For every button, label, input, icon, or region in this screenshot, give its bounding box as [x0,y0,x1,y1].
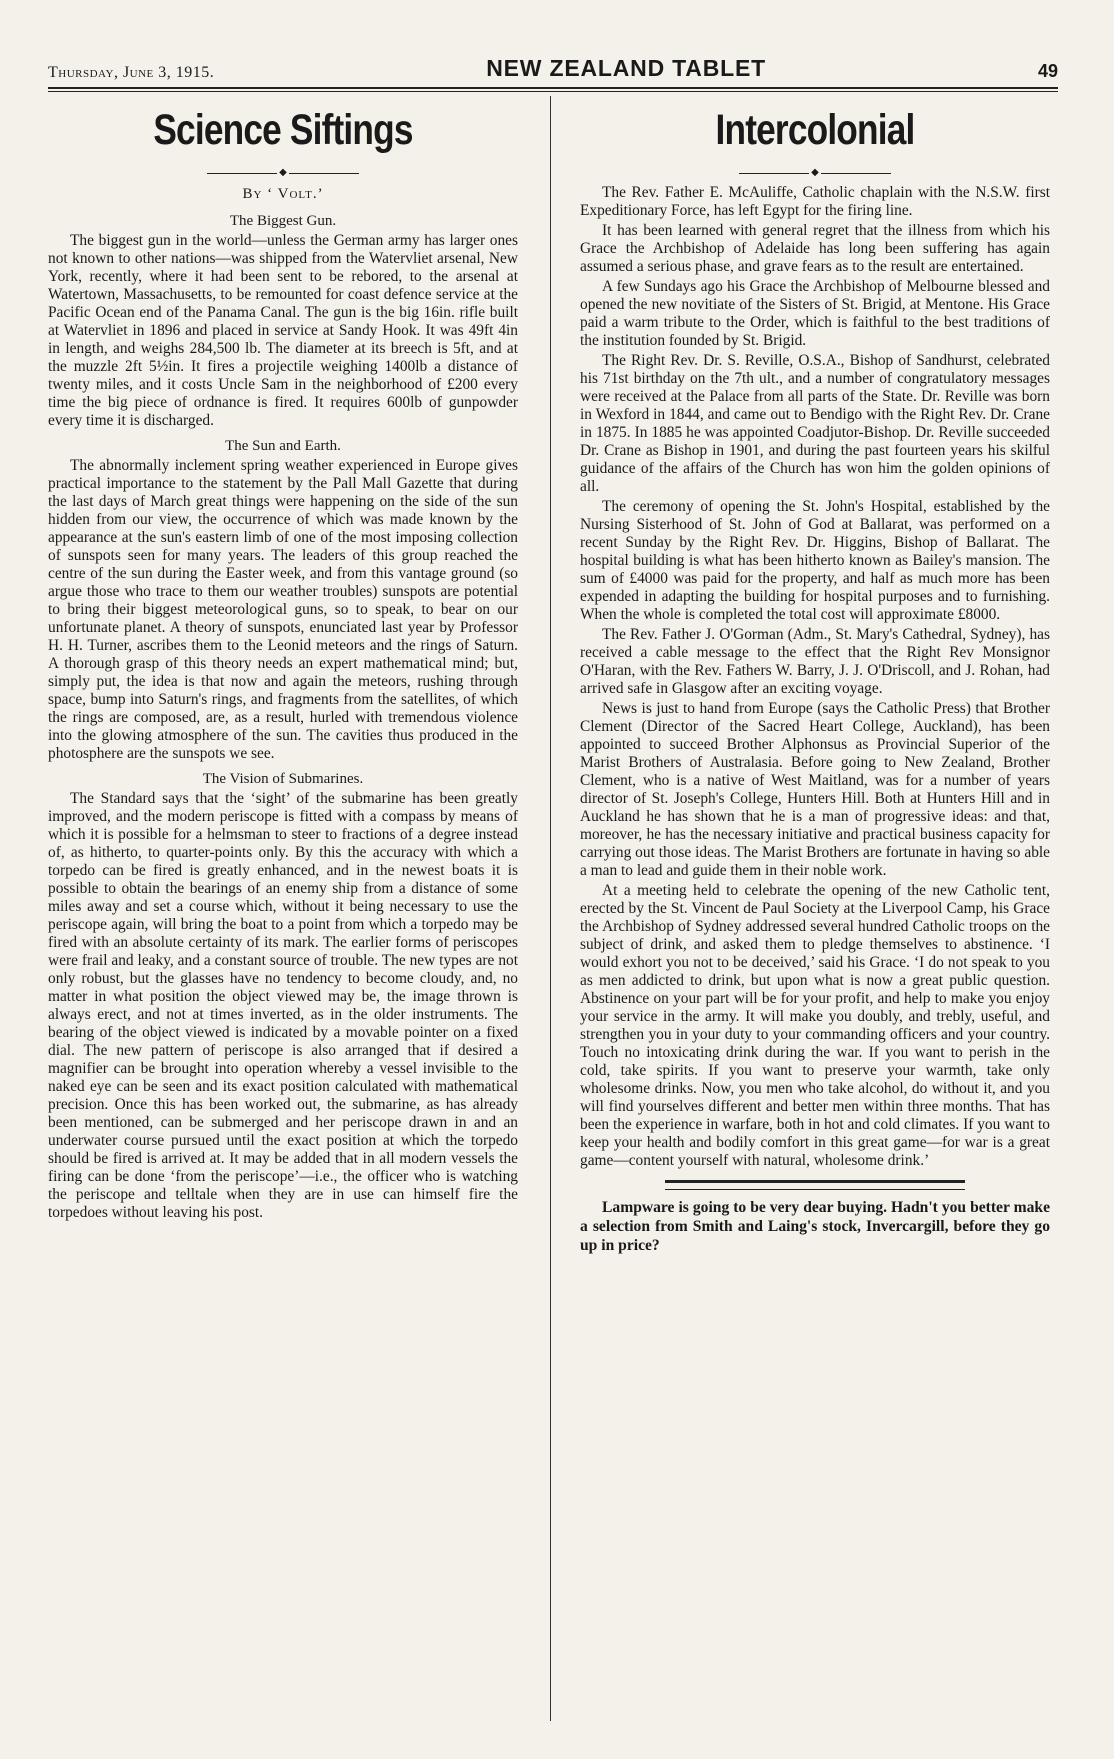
news-item: It has been learned with general regret that the illness from which his Grace the Archbishop of Adelaide has long been suffering has again assumed a serious phase, and grave fears as to the result are entertained. [580,222,1050,275]
article-paragraph: The abnormally inclement spring weather experienced in Europe gives practical importance to the statement by the Pall Mall Gazette that during the last days of March great things were happening on the side of the sun hidden from our view, the occurrence of which was made known by the appearance at the sun's eastern limb of one of the most imposing collection of sunspots seen for many years. The leaders of this group reached the centre of the sun during the Easter week, and from this vantage ground (so argue those who trace to them our weather troubles) sunspots are potential to bring their biggest meteorological guns, so to speak, to bear on our unfortunate planet. A theory of sunspots, enunciated last year by Professor H. H. Turner, ascribes them to the Leonid meteors and the rings of Saturn. A thorough grasp of this theory needs an expert mathematical mind; but, simply put, the idea is that now and again the meteors, rushing through space, bump into Saturn's rings, and fragments from the satellites, of which the rings are composed, are, as a result, hurled with tremendous violence into the glowing atmosphere of the sun. The cavities thus produced in the photosphere are the sunspots we see. [48,457,518,762]
news-item: The Right Rev. Dr. S. Reville, O.S.A., Bishop of Sandhurst, celebrated his 71st birthday on the 7th ult., and a number of congratulatory messages were received at the Palace from all parts of the State. Dr. Reville was born in Wexford in 1844, and came out to Bendigo with the Right Rev. Dr. Crane in 1875. In 1885 he was appointed Coadjutor-Bishop. Dr. Reville succeeded Dr. Crane as Bishop in 1901, and during the past fourteen years his skilful guidance of the affairs of the Church has won him the golden opinions of all. [580,352,1050,495]
news-item: The ceremony of opening the St. John's Hospital, established by the Nursing Sisterhood of St. John of God at Ballarat, was performed on a recent Sunday by the Right Rev. Dr. Higgins, Bishop of Ballarat. The hospital building is what has been hitherto known as Bailey's mansion. The sum of £4000 was paid for the property, and half as much more has been expended in adapting the building for hospital purposes and to furnishing. When the whole is completed the total cost will approximate £8000. [580,498,1050,623]
advert-rule [665,1180,965,1183]
subhead-sun-and-earth: The Sun and Earth. [225,438,341,454]
masthead-rule-thin [48,91,1058,92]
advert-rule-thin [665,1189,965,1190]
news-item: The Rev. Father E. McAuliffe, Catholic chaplain with the N.S.W. first Expeditionary Force, has left Egypt for the firing line. [580,184,1050,219]
byline: By ‘ Volt.’ [242,186,324,202]
news-item: A few Sundays ago his Grace the Archbishop of Melbourne blessed and opened the new novitiate of the Sisters of St. Brigid, at Mentone. His Grace paid a warm tribute to the Order, which is faithful to the best traditions of the institution founded by St. Brigid. [580,278,1050,349]
title-ornament: ◆ [580,166,1050,180]
intercolonial-column [580,98,1050,1255]
section-title-science-siftings: Science Siftings [153,106,413,154]
newspaper-title: NEW ZEALAND TABLET [486,55,766,81]
article-paragraph: The biggest gun in the world—unless the German army has larger ones not known to other nations—was shipped from the Watervliet arsenal, New York, recently, where it had been sent to be rebored, to the arsenal at Watertown, Massachusetts, to be remounted for coast defence service at the Pacific Ocean end of the Panama Canal. The gun is the big 16in. rifle built at Watervliet in 1896 and placed in service at Sandy Hook. It was 49ft 4in in length, and weighs 284,500 lb. The diameter at its breech is 5ft, and at the muzzle 2ft 5½in. It fires a projectile weighing 1400lb a distance of twenty miles, and it costs Uncle Sam in the neighborhood of £200 every time the big piece of ordnance is fired. It requires 600lb of gunpowder every time it is discharged. [48,232,518,429]
science-siftings-column [48,98,518,1222]
article-paragraph: The Standard says that the ‘sight’ of the submarine has been greatly improved, and the modern periscope is fitted with a compass by means of which it is possible for a helmsman to steer to fractions of a degree instead of, as hitherto, to quarter-points only. By this the accuracy with which a torpedo can be fired is greatly enhanced, and in the newest boats it is possible to obtain the bearings of an enemy ship from a distance of some miles away and set a course which, without it being necessary to use the periscope again, will bring the boat to a point from which a torpedo may be fired with an absolute certainty of its mark. The earlier forms of periscopes were frail and leaky, and a constant source of trouble. The new types are not only robust, but the glasses have no tendency to become cloudy, and, no matter in what position the object viewed may be, the image thrown is always erect, and not at times inverted, as in the older instruments. The bearing of the object viewed is indicated by a movable pointer on a fixed dial. The new pattern of periscope is also arranged that if desired a magnifier can be brought into operation whereby a vessel invisible to the naked eye can be seen and its exact position calculated with mathematical precision. Once this has been worked out, the submarine, as has already been mentioned, can be submerged and her periscope drawn in and an underwater course pursued until the exact position at which the torpedo should be fired is arrived at. It may be added that in all modern vessels the firing can be done ‘from the periscope’—i.e., the officer who is watching the periscope and telltale when they are in use can himself fire the torpedoes without leaving his post. [48,790,518,1221]
news-item: The Rev. Father J. O'Gorman (Adm., St. Mary's Cathedral, Sydney), has received a cable message to the effect that the Right Rev Monsignor O'Haran, with the Rev. Fathers W. Barry, J. J. O'Driscoll, and J. Rohan, had arrived safe in Glasgow after an exciting voyage. [580,626,1050,697]
issue-date: Thursday, June 3, 1915. [48,64,215,81]
advertisement: Lampware is going to be very dear buying. Hadn't you better make a selection from Smith and Laing's stock, Invercargill, before they go up in price? [580,1199,1050,1254]
news-item: News is just to hand from Europe (says the Catholic Press) that Brother Clement (Director of the Sacred Heart College, Auckland), has been appointed to succeed Brother Alphonsus as Provincial Superior of the Marist Brothers of Australasia. Before going to New Zealand, Brother Clement, who is a native of West Maitland, was for a number of years director of St. Joseph's College, Hunters Hill. Both at Hunters Hill and in Auckland he has shown that he is a man of progressive ideas: and that, moreover, he has the necessary initiative and practical business capacity for carrying out those ideas. The Marist Brothers are fortunate in having so able a man to lead and guide them in their noble work. [580,700,1050,879]
news-item: At a meeting held to celebrate the opening of the new Catholic tent, erected by the St. Vincent de Paul Society at the Liverpool Camp, his Grace the Archbishop of Sydney addressed several hundred Catholic troops on the subject of drink, and asked them to pledge themselves to abstinence. ‘I would exhort you not to be deceived,’ said his Grace. ‘I do not speak to you as men addicted to drink, but upon what is now a great public question. Abstinence on your part will be for your profit, and help to make you enjoy your service in the army. It will make you doubly, and trebly, useful, and strengthen you in your duty to your commanding officers and your country. Touch no intoxicating drink during the war. If you want to perish in the cold, take spirits. If you want to preserve your warmth, take only wholesome drinks. Now, you men who take alcohol, do without it, and you will find yourselves different and better men within three months. That has been the experience in warfare, both in hot and cold climates. If you want to keep your health and bodily comfort in this great game—for war is a great game—content yourself with natural, wholesome drink.’ [580,882,1050,1169]
masthead-rule [48,87,1058,89]
subhead-vision-of-submarines: The Vision of Submarines. [202,771,364,787]
page-number: 49 [1037,61,1058,81]
newspaper-page [48,40,1058,1730]
title-ornament: ◆ [48,166,518,180]
subhead-biggest-gun: The Biggest Gun. [229,213,337,229]
masthead [48,52,1058,82]
column-divider [550,96,551,1721]
section-title-intercolonial: Intercolonial [715,106,915,154]
